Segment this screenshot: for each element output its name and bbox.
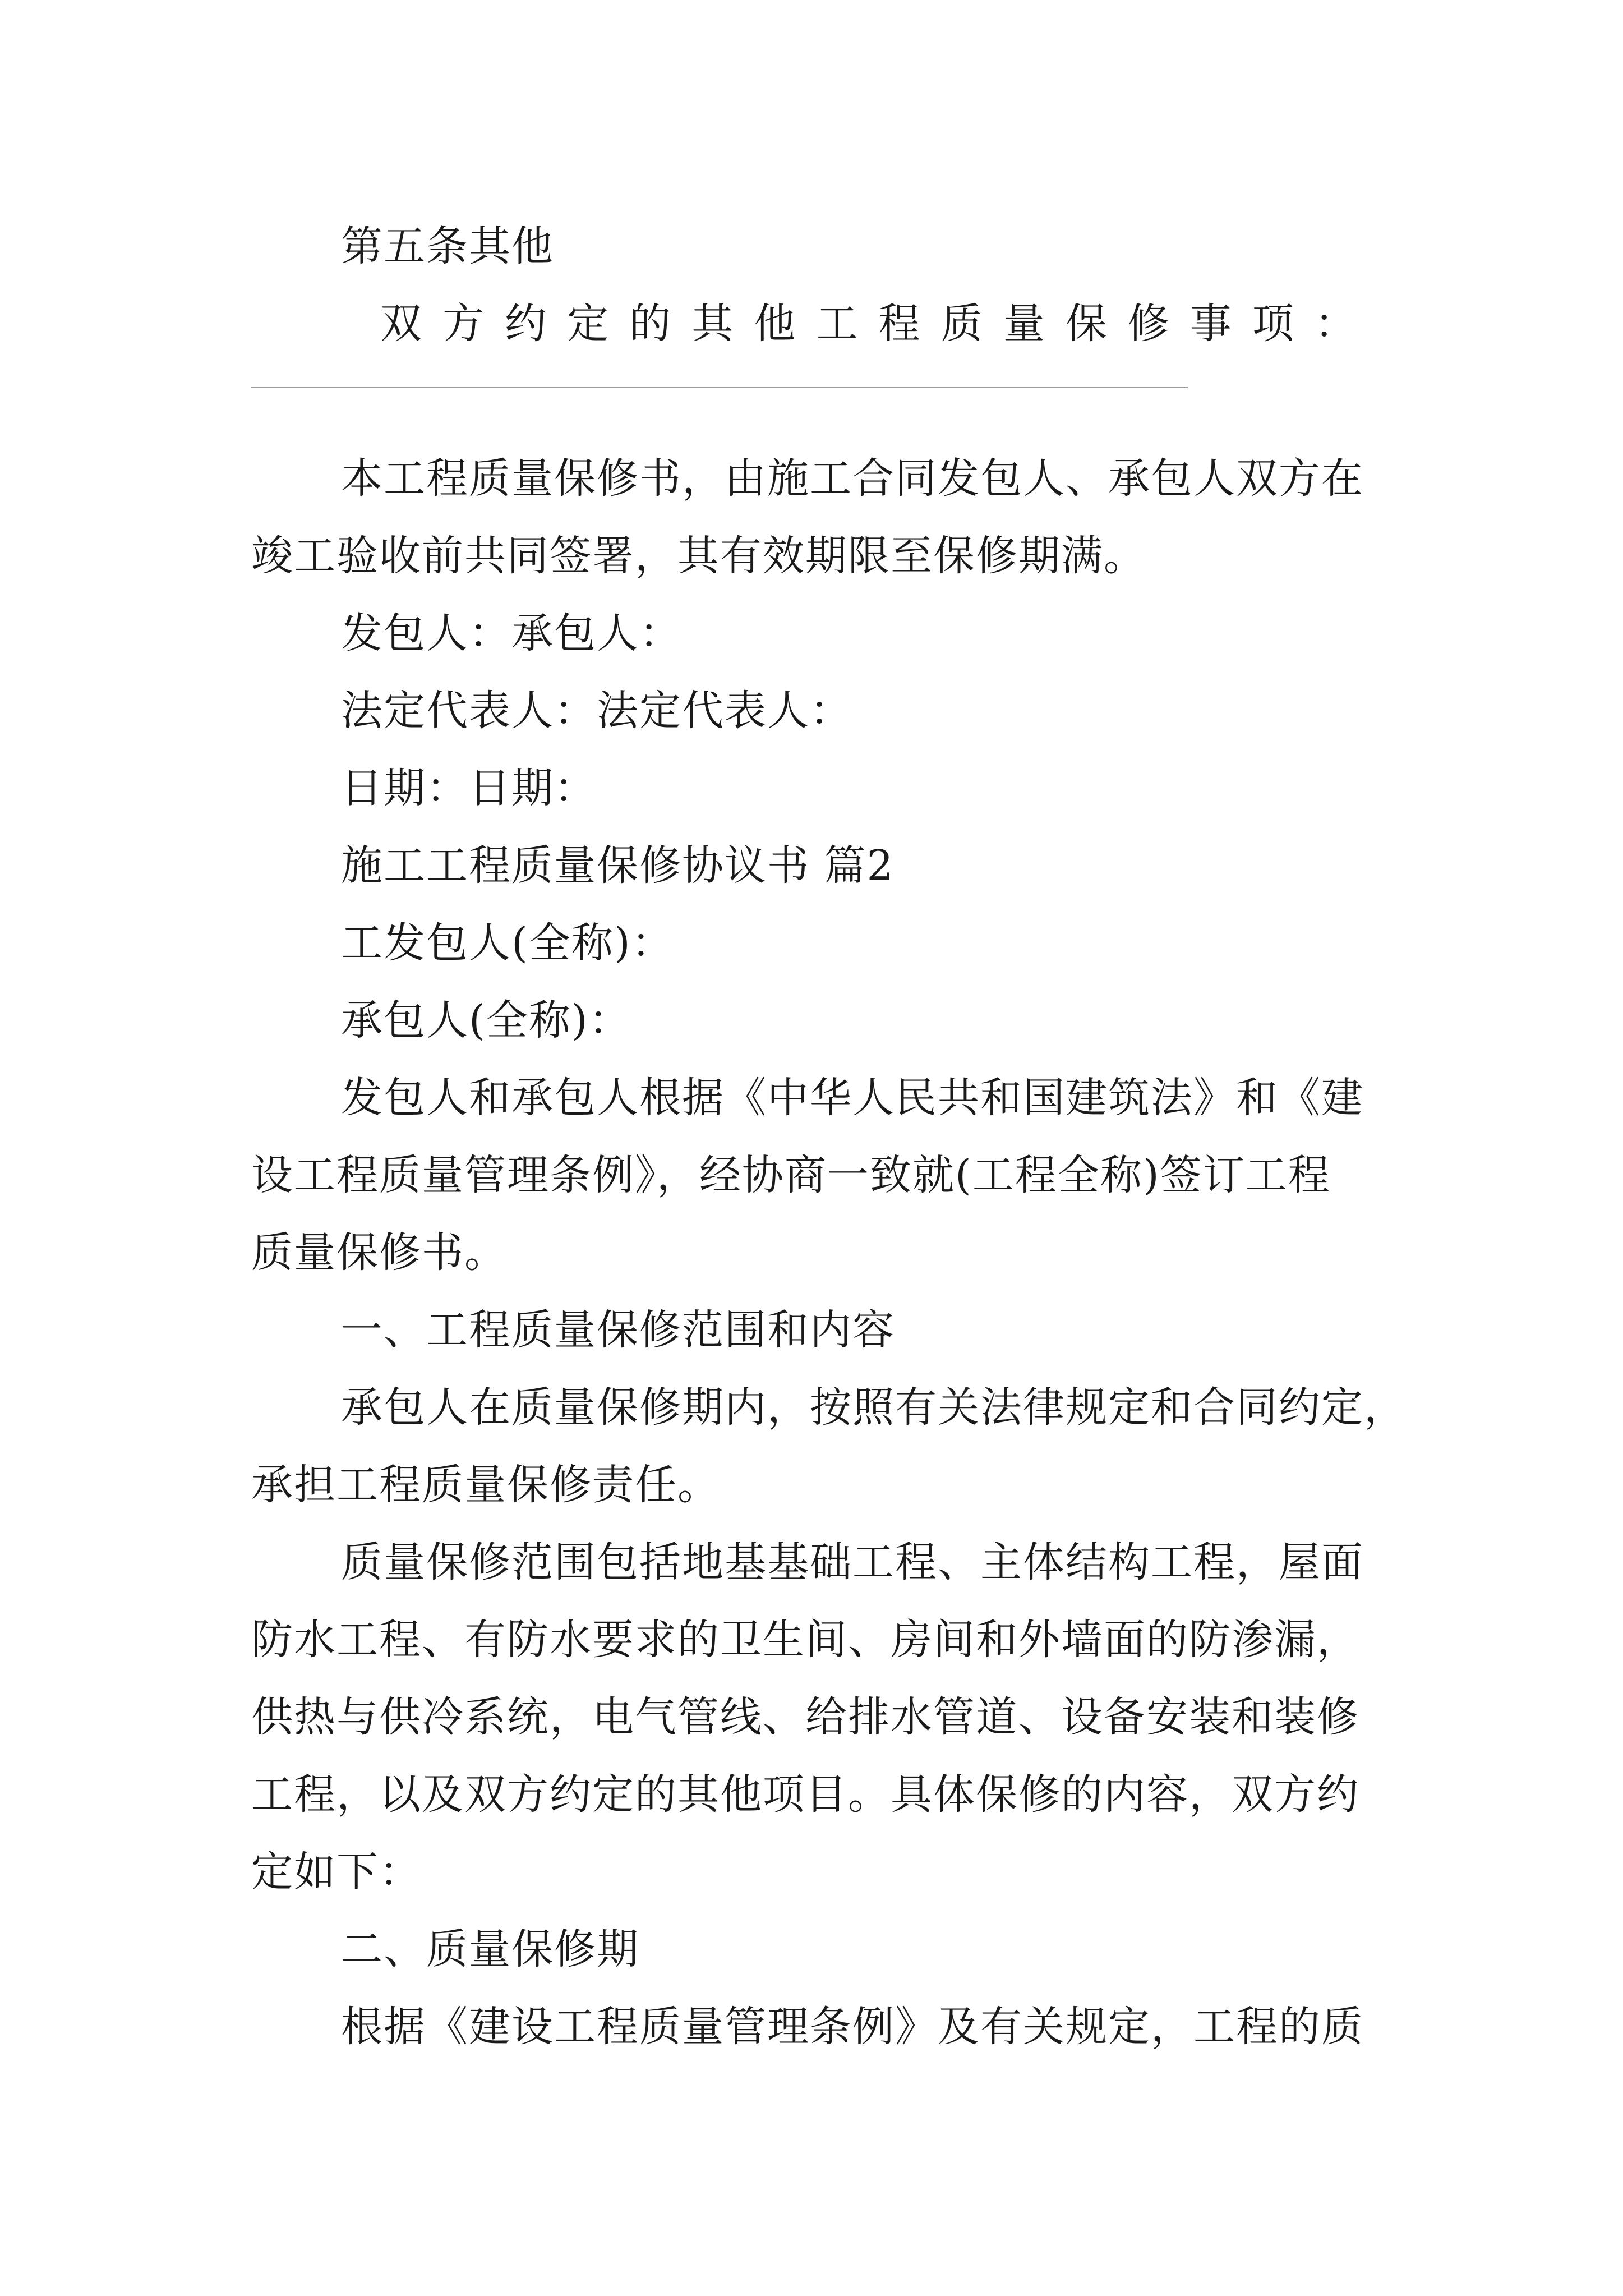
- signature-dates-line: 日期：日期：: [341, 764, 597, 812]
- clause-five-heading: 第五条其他: [341, 222, 554, 270]
- paragraph-line: 本工程质量保修书，由施工合同发包人、承包人双方在: [341, 454, 1364, 503]
- paragraph-line: 供热与供冷系统，电气管线、给排水管道、设备安装和装修: [251, 1693, 1359, 1741]
- underline-divider: [251, 387, 1188, 388]
- paragraph-line: 工程，以及双方约定的其他项目。具体保修的内容，双方约: [251, 1770, 1359, 1819]
- paragraph-line: 竣工验收前共同签署，其有效期限至保修期满。: [251, 532, 1146, 580]
- signature-parties-line: 发包人：承包人：: [341, 609, 682, 657]
- paragraph-line: 发包人和承包人根据《中华人民共和国建筑法》和《建: [341, 1074, 1364, 1122]
- paragraph-line: 质量保修书。: [251, 1228, 507, 1277]
- paragraph-line: 设工程质量管理条例》，经协商一致就(工程全称)签订工程: [251, 1151, 1331, 1199]
- heading-warranty-period: 二、质量保修期: [341, 1925, 639, 1973]
- paragraph-line: 承担工程质量保修责任。: [251, 1461, 720, 1509]
- section-title: 施工工程质量保修协议书 篇2: [341, 841, 895, 890]
- document-body: [251, 208, 1407, 2065]
- blank-fill-line: [251, 362, 1378, 440]
- paragraph-line: 根据《建设工程质量管理条例》及有关规定，工程的质: [341, 2003, 1364, 2051]
- heading-scope: 一、工程质量保修范围和内容: [341, 1306, 895, 1354]
- signature-representatives-line: 法定代表人：法定代表人：: [341, 687, 852, 735]
- paragraph-line: 定如下：: [251, 1848, 422, 1896]
- paragraph-line: 防水工程、有防水要求的卫生间、房间和外墙面的防渗漏，: [251, 1616, 1359, 1664]
- paragraph-line: 质量保修范围包括地基基础工程、主体结构工程，屋面: [341, 1538, 1364, 1586]
- contractor-line: 承包人(全称)：: [341, 996, 631, 1045]
- paragraph-line: 承包人在质量保修期内，按照有关法律规定和合同约定，: [341, 1383, 1407, 1432]
- employer-line: 工发包人(全称)：: [341, 919, 674, 967]
- other-matters-line: 双方约定的其他工程质量保修事项：: [380, 300, 1362, 348]
